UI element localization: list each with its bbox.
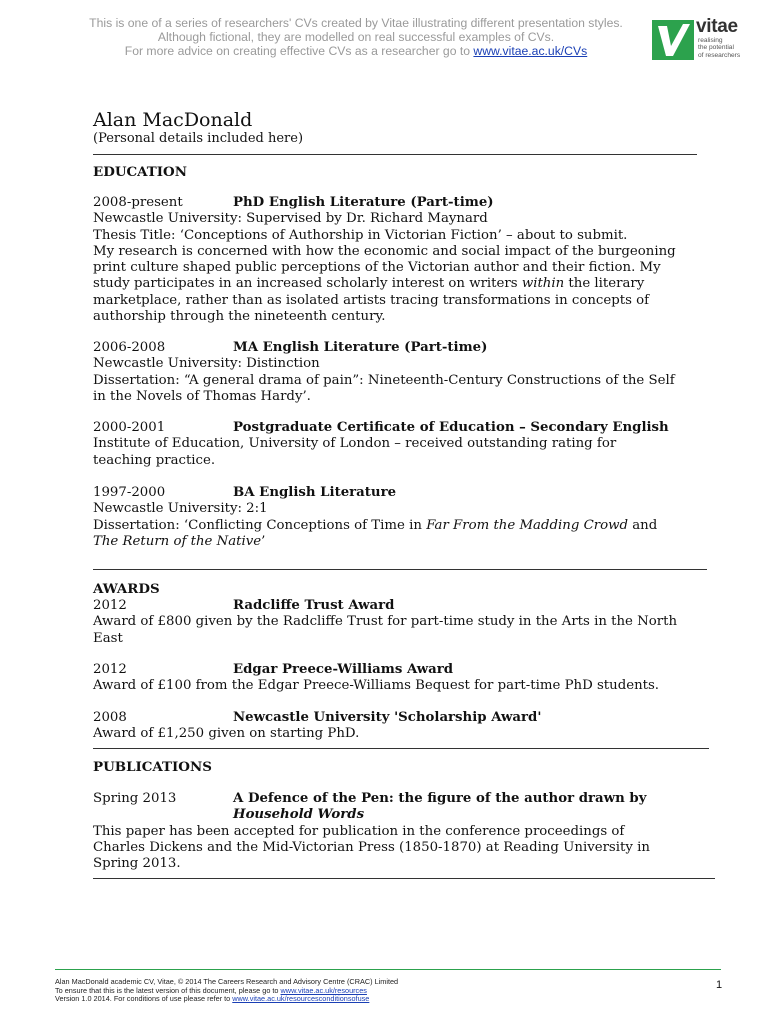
education-entry	[93, 195, 678, 325]
award-entry	[93, 598, 678, 647]
tagline-line: of researchers	[698, 51, 741, 59]
entry-date: 2012	[93, 598, 127, 613]
tagline-line: realising	[698, 37, 723, 44]
dissertation-and: and	[632, 517, 658, 533]
publications-heading: PUBLICATIONS	[93, 759, 212, 775]
entry-line: Newcastle University: 2:1	[93, 501, 268, 517]
resources-link[interactable]: www.vitae.ac.uk/resources	[280, 985, 367, 995]
tagline-line: the potential	[698, 44, 734, 52]
entry-date: 1997-2000	[93, 485, 166, 500]
education-entry	[93, 485, 678, 550]
education-heading: EDUCATION	[93, 164, 187, 180]
footer	[55, 978, 398, 1004]
conditions-of-use-link[interactable]: www.vitae.ac.uk/resourcesconditionsofuse	[232, 994, 370, 1004]
dissertation-suffix: ’	[261, 533, 266, 549]
entry-date: Spring 2013	[93, 791, 177, 806]
footer-line-3	[55, 995, 398, 1004]
entry-line: Newcastle University: Supervised by Dr. Richard Maynard	[93, 211, 488, 227]
entry-line: This paper has been accepted for publication in the conference proceedings of Charles Dickens and the Mid-Victorian Press (1850-1870) at Reading University in Spring 2013.	[93, 823, 650, 872]
footer-line-3-text: Version 1.0 2014. For conditions of use please refer to	[55, 994, 231, 1004]
entry-title: PhD English Literature (Part-time)	[233, 195, 494, 210]
research-summary-em: within	[521, 276, 565, 292]
entry-title: Postgraduate Certificate of Education – Secondary English	[233, 420, 669, 435]
vitae-logo-mark-icon	[652, 20, 694, 60]
entry-title: MA English Literature (Part-time)	[233, 340, 488, 355]
entry-line: Institute of Education, University of London – received outstanding rating for teaching practice.	[93, 436, 617, 468]
research-summary-b: the literary marketplace, rather than as isolated artists tracing transformations in concepts of authorship through the nineteenth century.	[93, 276, 650, 325]
education-entry	[93, 420, 678, 469]
entry-date: 2008-present	[93, 195, 183, 210]
divider	[93, 878, 715, 879]
entry-line: Dissertation: “A general drama of pain”: Nineteenth-Century Constructions of the Self in the Novels of Thomas Hardy’.	[93, 372, 675, 404]
education-entry	[93, 340, 678, 405]
page-number: 1	[716, 979, 723, 991]
vitae-cvs-link[interactable]: www.vitae.ac.uk/CVs	[473, 44, 588, 58]
entry-title: BA English Literature	[233, 485, 397, 500]
journal-title: Household Words	[233, 807, 365, 823]
award-entry	[93, 662, 678, 695]
header-notice	[66, 16, 646, 58]
dissertation-prefix: Dissertation: ‘Conflicting Conceptions of Time in	[93, 517, 422, 533]
entry-date: 2000-2001	[93, 420, 166, 435]
award-entry	[93, 710, 678, 743]
research-summary	[93, 244, 678, 325]
cv-name: Alan MacDonald	[93, 109, 253, 131]
entry-line: Thesis Title: ‘Conceptions of Authorship in Victorian Fiction’ – about to submit.	[93, 227, 628, 243]
novel-title: Far From the Madding Crowd	[426, 517, 628, 533]
entry-date: 2012	[93, 662, 127, 677]
entry-date: 2008	[93, 710, 127, 725]
entry-line: Award of £1,250 given on starting PhD.	[93, 726, 360, 742]
dissertation-line	[93, 518, 678, 551]
vitae-tagline	[698, 37, 758, 59]
footer-line-1: Alan MacDonald academic CV, Vitae, © 2014 The Careers Research and Advisory Centre (CRAC) Limited	[55, 977, 399, 986]
entry-title: Edgar Preece-Williams Award	[233, 662, 454, 677]
footer-rule	[55, 969, 721, 970]
divider	[93, 154, 697, 155]
divider	[93, 748, 709, 749]
research-summary-a: My research is concerned with how the economic and social impact of the burgeoning print culture shaped public perceptions of the Victorian author and their fiction. My study participates in an increased scholarly interest on writers	[93, 243, 676, 292]
footer-line-2-text: To ensure that this is the latest version of this document, please go to	[55, 985, 279, 995]
header-line-3	[66, 44, 646, 58]
entry-title: Newcastle University 'Scholarship Award'	[233, 710, 542, 725]
entry-line: Newcastle University: Distinction	[93, 356, 320, 372]
entry-title: Radcliffe Trust Award	[233, 598, 395, 613]
personal-details: (Personal details included here)	[93, 131, 304, 146]
publication-entry	[93, 791, 678, 872]
header-line-1: This is one of a series of researchers' CVs created by Vitae illustrating different presentation styles.	[89, 16, 623, 30]
header-line-3-text: For more advice on creating effective CVs as a researcher go to	[124, 44, 471, 58]
novel-title: The Return of the Native	[93, 533, 262, 549]
entry-title	[233, 791, 678, 824]
entry-line: Award of £800 given by the Radcliffe Trust for part-time study in the Arts in the North East	[93, 614, 678, 646]
header-line-2: Although fictional, they are modelled on real successful examples of CVs.	[157, 30, 555, 44]
divider	[93, 569, 707, 570]
entry-date: 2006-2008	[93, 340, 166, 355]
vitae-wordmark: vitae	[696, 16, 738, 37]
entry-line: Award of £100 from the Edgar Preece-Williams Bequest for part-time PhD students.	[93, 678, 660, 694]
awards-heading: AWARDS	[93, 581, 160, 597]
vitae-logo	[652, 16, 748, 64]
publication-title: A Defence of the Pen: the figure of the author drawn by	[233, 791, 647, 806]
